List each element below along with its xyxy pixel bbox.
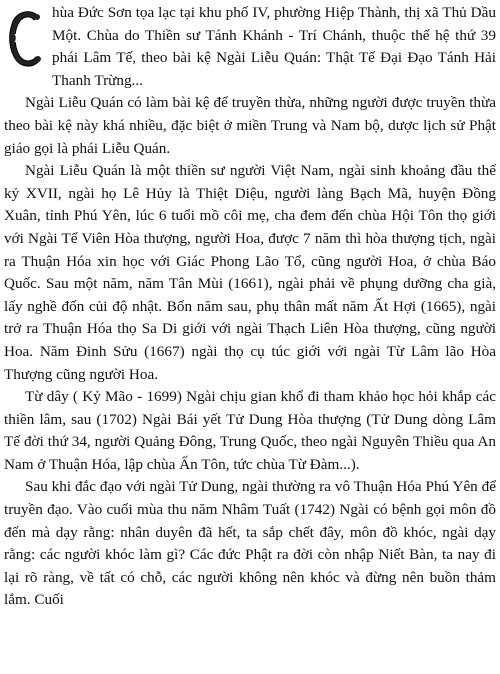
paragraph-1-text: hùa Đức Sơn tọa lạc tại khu phố IV, phường Hiệp Thành, thị xã Thủ Dầu Một. Chùa do Thiền sư Tánh Khánh - Trí Chánh, thuộc thế hệ thứ 39 phái Lâm Tế, theo bài kệ Ngài Liễu Quán: Thật Tế Đại Đạo Tánh Hải Thanh Trừng... [52, 4, 496, 89]
decorative-dropcap [6, 6, 46, 70]
paragraph-4: Từ dây ( Kỷ Mão - 1699) Ngài chịu gian khổ đi tham khảo học hỏi khắp các thiền lâm, sau (1702) Ngài Bái yết Tử Dung Hòa thượng (Tử Dung dòng Lâm Tế đời thứ 34, người Quảng Đông, Trung Quốc, theo ngài Nguyên Thiều qua An Nam ở Thuận Hóa, lập chùa Ấn Tôn, tức chùa Từ Đàm...). [4, 388, 496, 473]
paragraph-1 [4, 2, 496, 92]
paragraph-5: Sau khi đắc đạo với ngài Tử Dung, ngài thường ra vô Thuận Hóa Phú Yên để truyền đạo. Vào cuối mùa thu năm Nhâm Tuất (1742) Ngài có bệnh gọi môn đồ đến mà dạy rằng: nhân duyên đã hết, ta sắp chết đây, môn đồ khóc, ngài dạy rằng: các người khóc làm gì? Các đức Phật ra đời còn nhập Niết Bàn, ta nay đi lại rõ ràng, về tất có chỗ, các người không nên khóc và đừng nên buồn thảm lắm. Cuối [4, 478, 496, 609]
document-page [4, 2, 496, 612]
dropcap-letter [6, 6, 46, 70]
paragraph-3: Ngài Liễu Quán là một thiền sư người Việt Nam, ngài sinh khoảng đầu thế kỷ XVII, ngài họ Lê Hủy là Thiệt Diệu, người làng Bạch Mã, huyện Đồng Xuân, tỉnh Phú Yên, lúc 6 tuổi mồ côi mẹ, cha đem đến chùa Hội Tôn thọ giới với Ngài Tế Viên Hòa thượng, người Hoa, được 7 năm thì hòa thượng tịch, ngài ra Thuận Hóa xin học với Giác Phong Lão Tổ, cũng người Hoa, ở chùa Báo Quốc. Sau một năm, năm Tân Mùi (1661), ngài phải về phụng dưỡng cha già, lấy nghề đốn củi độ nhật. Bốn năm sau, phụ thân mất năm Ất Hợi (1665), ngài trở ra Thuận Hóa thọ Sa Di giới với ngài Thạch Liên Hòa thượng, cũng người Hoa. Năm Đinh Sửu (1667) ngài thọ cụ túc giới với ngài Từ Lâm lão Hòa Thượng cũng người Hoa. [4, 162, 496, 383]
paragraph-2: Ngài Liễu Quán có làm bài kệ để truyền thừa, những người được truyền thừa theo bài kệ này khá nhiều, đặc biệt ở miền Trung và Nam bộ, dược lịch sử Phật giáo gọi là phái Liễu Quán. [4, 94, 496, 157]
